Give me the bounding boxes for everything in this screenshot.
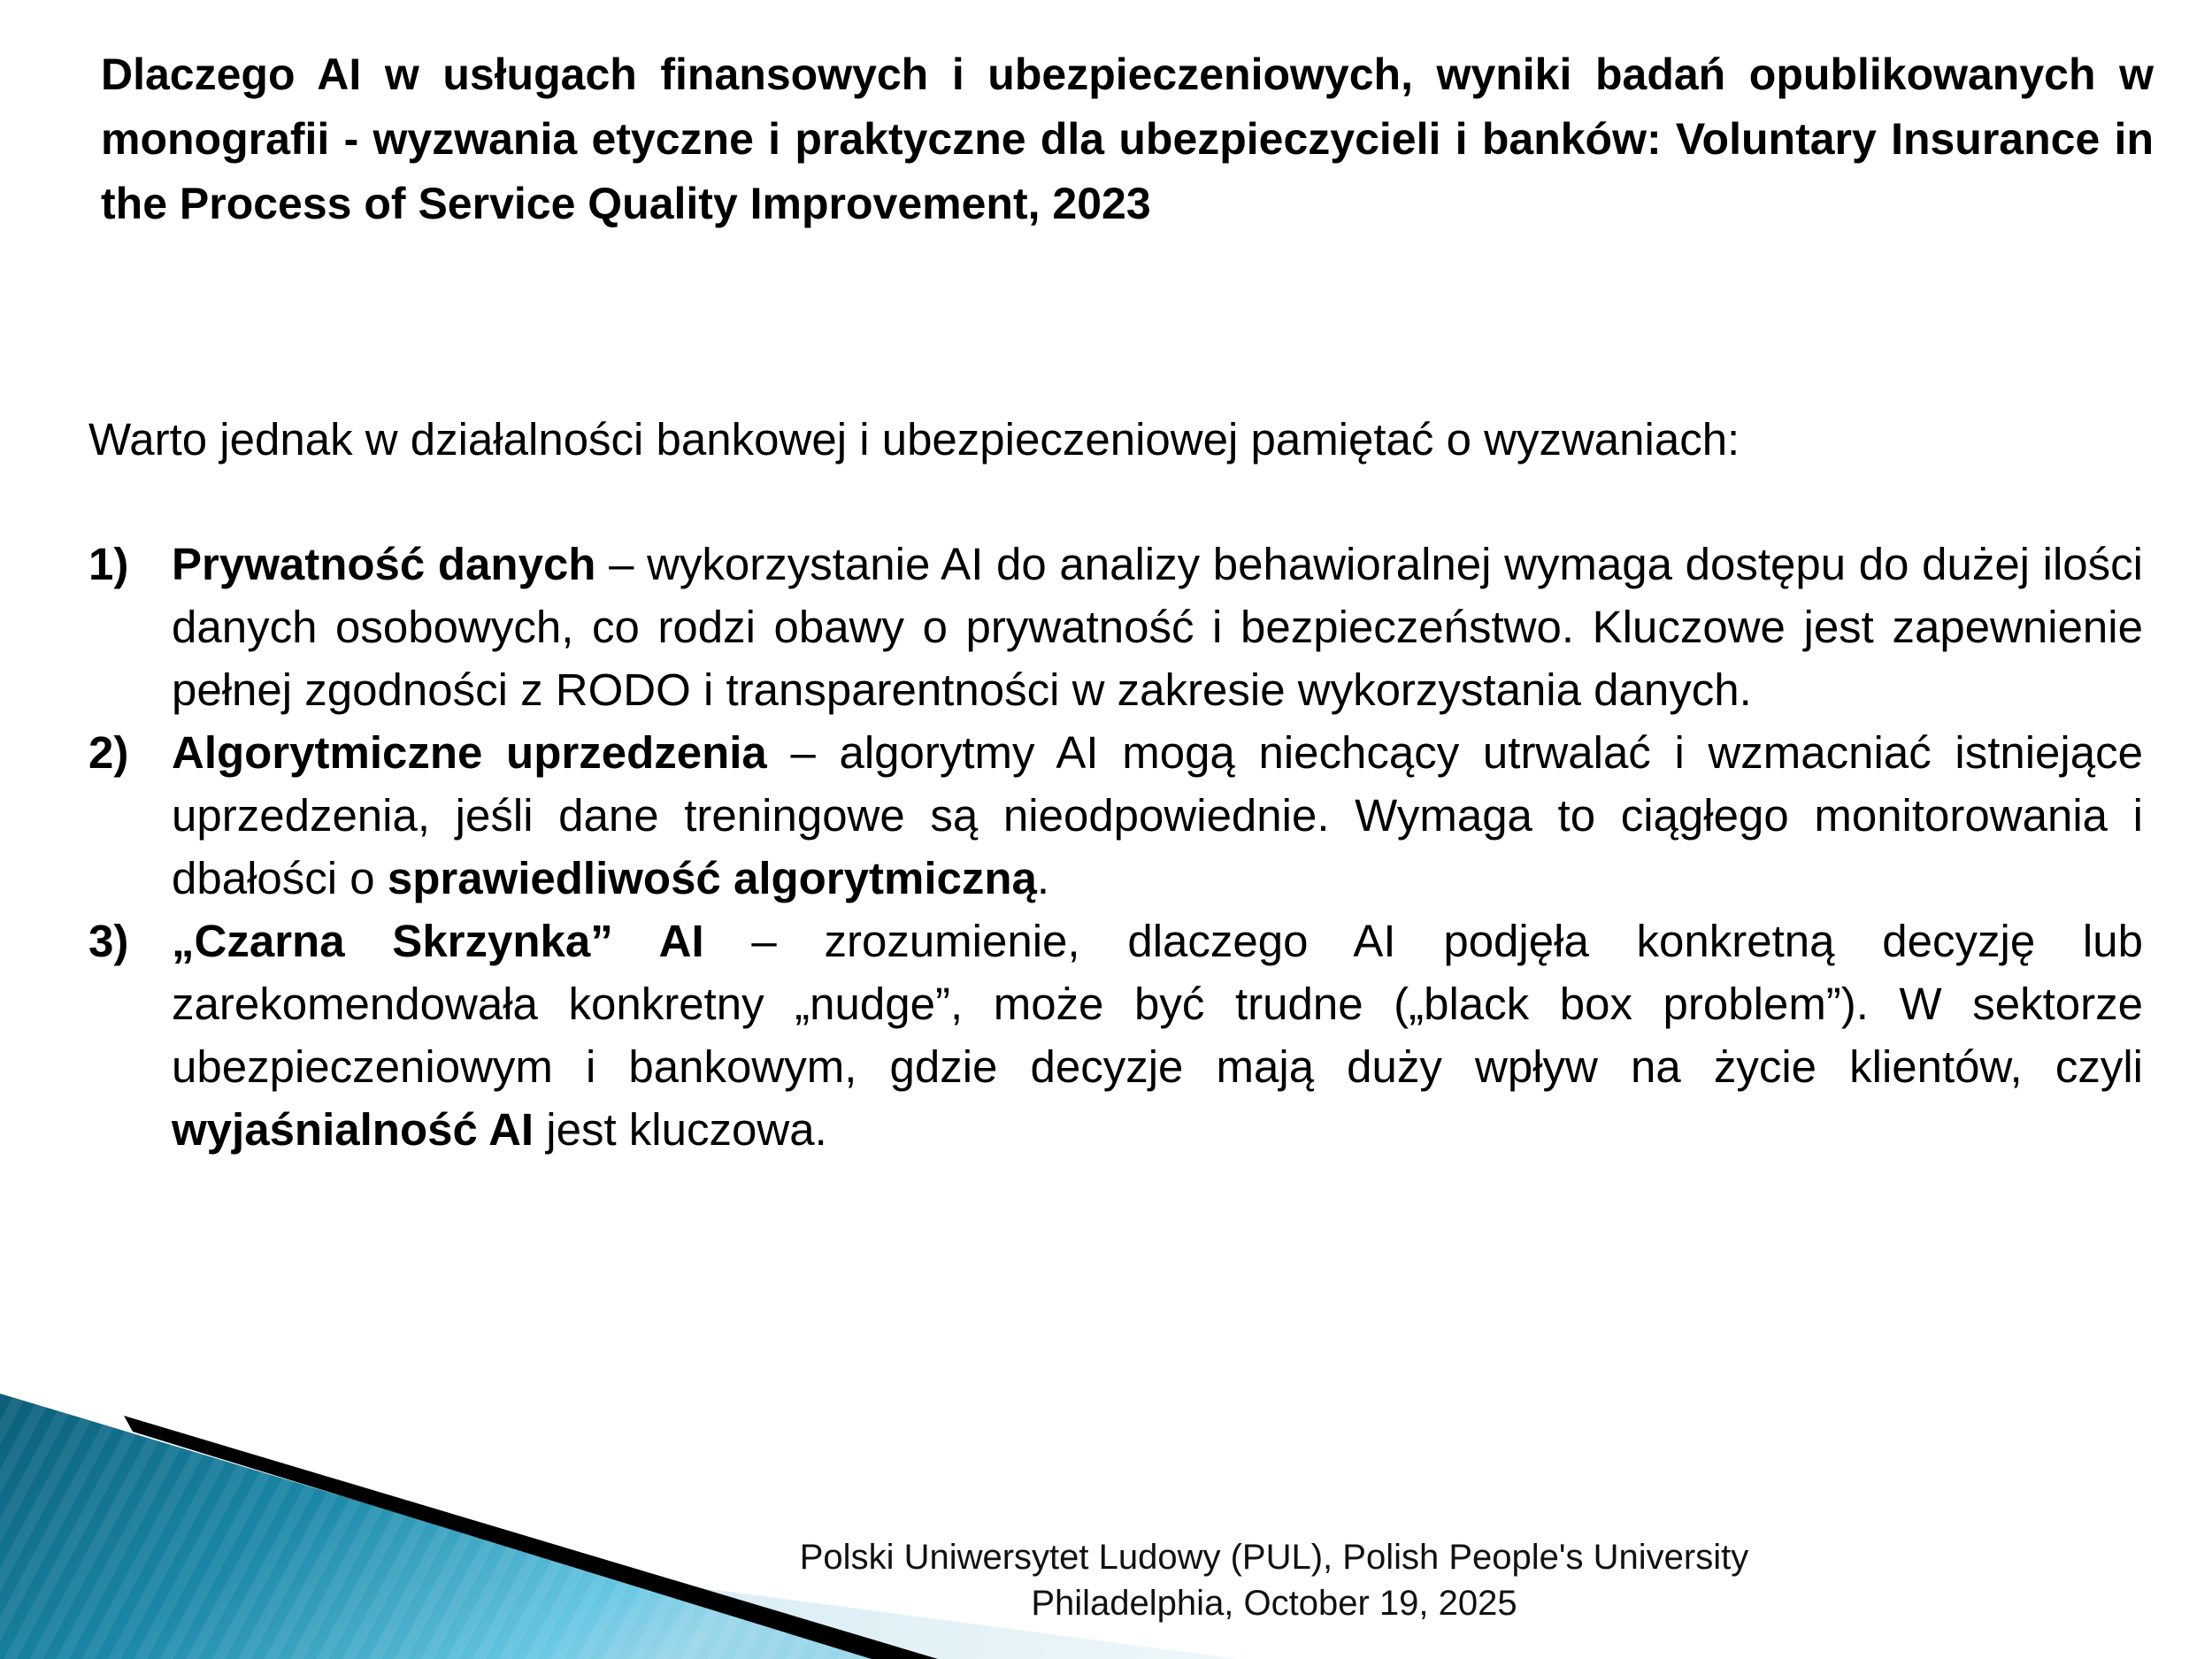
list-item-term: „Czarna Skrzynka” AI bbox=[172, 916, 704, 966]
list-item-term: Algorytmiczne uprzedzenia bbox=[172, 727, 767, 778]
list-item-emphasis: wyjaśnialność AI bbox=[172, 1104, 534, 1155]
list-number: 1) bbox=[88, 539, 129, 589]
list-item-text: – zrozumienie, dlaczego AI podjęła konkretną decyzję lub zarekomendowała konkretny „nudge”, może być trudne („black box problem”). W sektorze ubezpieczeniowym i bankowym, gdzie decyzje mają duży wpływ na życie klientów, czyli bbox=[172, 916, 2143, 1092]
list-item-tail: . bbox=[1036, 853, 1050, 903]
footer-location-date: Philadelphia, October 19, 2025 bbox=[1031, 1584, 1517, 1623]
list-item-tail: jest kluczowa. bbox=[534, 1104, 827, 1155]
list-item-emphasis: sprawiedliwość algorytmiczną bbox=[387, 853, 1037, 903]
footer-institution: Polski Uniwersytet Ludowy (PUL), Polish People's University bbox=[799, 1538, 1749, 1577]
list-item-text: – algorytmy AI mogą niechcący utrwalać i wzmacniać istniejące uprzedzenia, jeśli dane treningowe są nieodpowiednie. Wymaga to ciągłego monitorowania i dbałości o bbox=[172, 727, 2143, 903]
list-item-term: Prywatność danych bbox=[172, 539, 596, 589]
intro-text: Warto jednak w działalności bankowej i ubezpieczeniowej pamiętać o wyzwaniach: bbox=[88, 414, 1740, 465]
slide-title: Dlaczego AI w usługach finansowych i ubezpieczeniowych, wyniki badań opublikowanych w monografii - wyzwania etyczne i praktyczne dla ubezpieczycieli i banków: Voluntary Insurance in the Process of Service Quality Improvement, 2023 bbox=[101, 50, 2154, 228]
list-number: 3) bbox=[88, 916, 129, 966]
list-number: 2) bbox=[88, 727, 129, 778]
list-item-text: – wykorzystanie AI do analizy behawioralnej wymaga dostępu do dużej ilości danych osobowych, co rodzi obawy o prywatność i bezpieczeństwo. Kluczowe jest zapewnienie pełnej zgodności z RODO i transparentności w zakresie wykorzystania danych. bbox=[172, 539, 2144, 715]
